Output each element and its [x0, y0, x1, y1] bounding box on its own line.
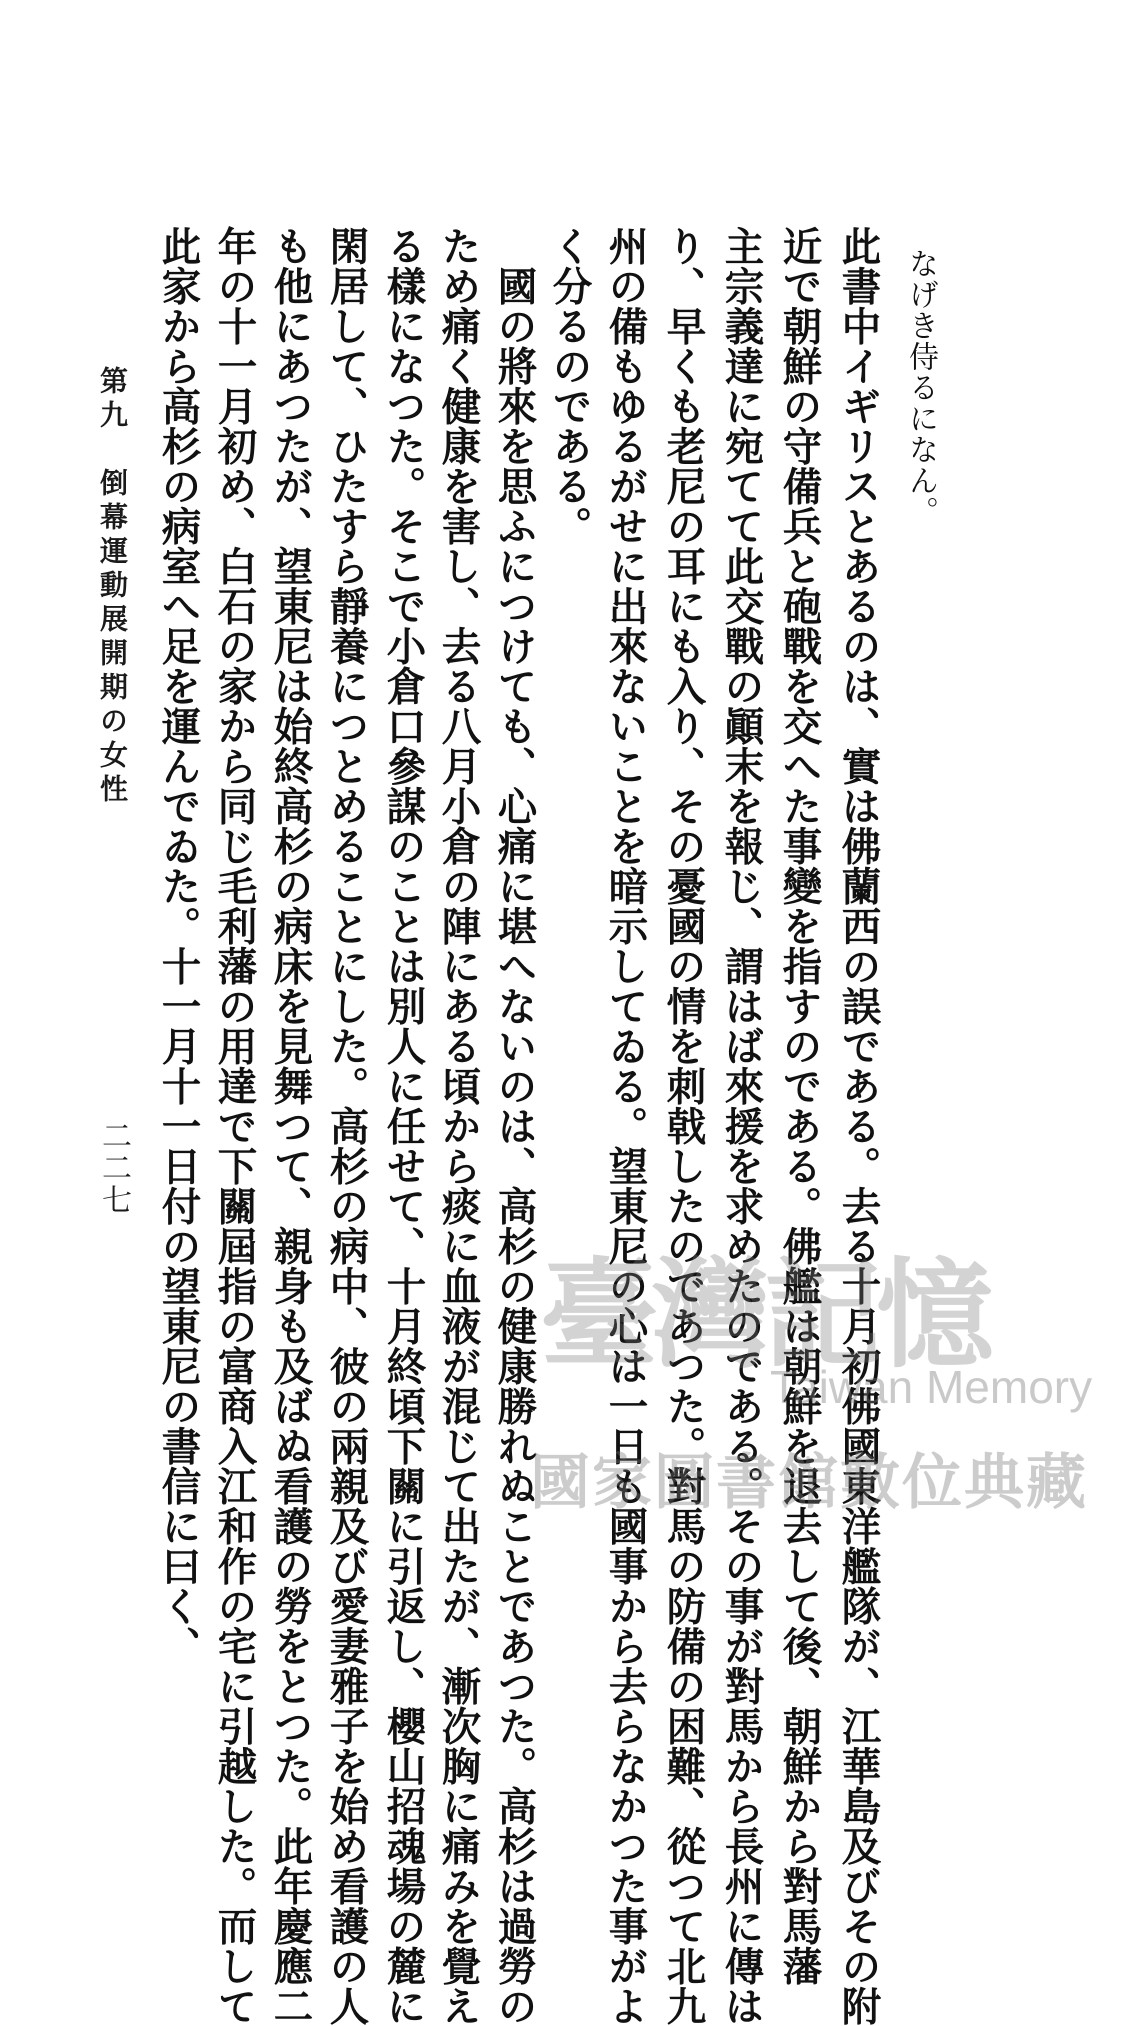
text-line-6: 州の備もゆるがせに出來ないことを暗示してゐる。望東尼の心は一日も國事から去らなかつた事がよ [602, 226, 649, 2026]
text-line-9: ため痛く健康を害し、去る八月小倉の陣にある頃から痰に血液が混じて出たが、漸次胸に痛みを覺え [435, 226, 482, 2026]
text-line-10: る樣になつた。そこで小倉口參謀のことは別人に任せて、十月終頃下關に引返し、櫻山招魂場の麓に [380, 226, 427, 2026]
text-line-7: く分るのである。 [546, 226, 593, 546]
page-number: 二二七 [96, 1120, 131, 1216]
watermark-title: 臺灣記憶 [540, 1245, 989, 1384]
text-line-2: 此書中イギリスとあるのは、實は佛蘭西の誤である。去る十月初佛國東洋艦隊が、江華島及びその附 [835, 226, 882, 2026]
text-line-1: なげき侍るになん。 [903, 248, 938, 527]
text-line-4: 主宗義達に宛てて此交戰の顚末を報じ、謂はば來援を求めたのである。その事が對馬から長州に傳は [718, 226, 765, 2026]
watermark-english: Taiwan Memory [770, 1361, 1093, 1413]
text-line-14: 此家から高杉の病室へ足を運んでゐた。十一月十一日付の望東尼の書信に曰く、 [155, 226, 202, 1666]
text-line-3: 近で朝鮮の守備兵と砲戰を交へた事變を指すのである。佛艦は朝鮮を退去して後、朝鮮から對馬藩 [776, 226, 823, 1986]
running-head: 第九 倒幕運動展開期の女性 [96, 366, 129, 808]
text-line-5: り、早くも老尼の耳にも入り、その憂國の情を刺戟したのであつた。對馬の防備の困難、從つて北九 [660, 226, 707, 2026]
text-line-13: 年の十一月初め、白石の家から同じ毛利藩の用達で下關屆指の富商入江和作の宅に引越した。而して [211, 226, 258, 2026]
text-line-12: も他にあつたが、望東尼は始終高杉の病床を見舞つて、親身も及ばぬ看護の勞をとつた。此年慶應二 [267, 226, 314, 2026]
text-line-8: 國の將來を思ふにつけても、心痛に堪へないのは、高杉の健康勝れぬことであつた。高杉は過勞の [491, 266, 538, 2026]
text-line-11: 閑居して、ひたすら靜養につとめることにした。高杉の病中、彼の兩親及び愛妻雅子を始め看護の人 [323, 226, 370, 2026]
watermark-subtitle: 國家圖書館數位典藏 [530, 1448, 1088, 1518]
